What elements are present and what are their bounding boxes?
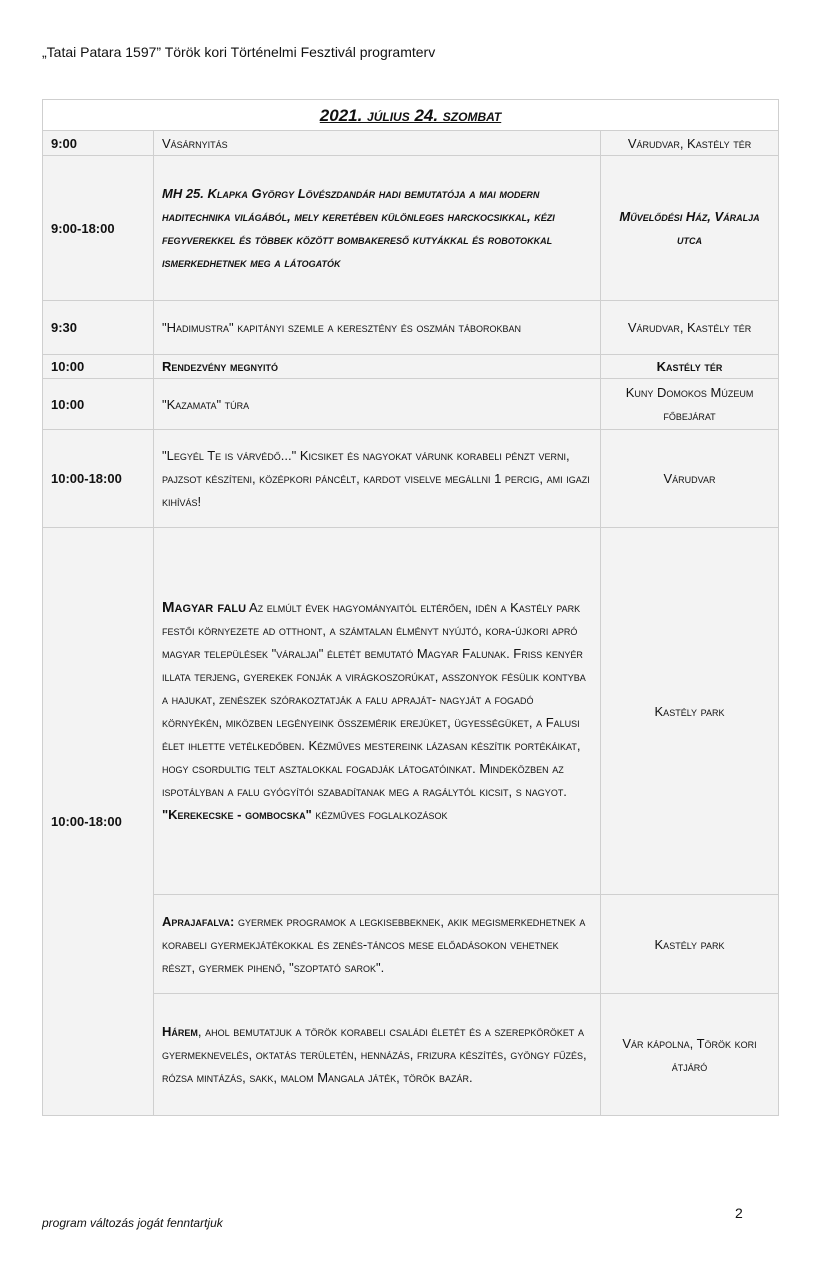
location-cell: Kastély tér — [601, 355, 779, 379]
magyar-falu-highlight: "Kerekecske - gombocska" — [162, 807, 312, 822]
time-cell: 9:00-18:00 — [43, 156, 154, 301]
description-cell-aprajafalva — [154, 895, 601, 994]
description-cell: Vásárnyitás — [154, 131, 601, 156]
description-cell: "Legyél Te is várvédő..." Kicsiket és nagyokat várunk korabeli pénzt verni, pajzsot készíteni, középkori páncélt, kardot viselve megállni 1 percig, ami igazi kihívás! — [154, 430, 601, 528]
magyar-falu-title: Magyar falu — [162, 599, 247, 616]
magyar-falu-text-end: kézműves foglalkozások — [311, 807, 448, 822]
description-cell: "Kazamata" túra — [154, 379, 601, 430]
time-cell: 9:00 — [43, 131, 154, 156]
day-title: 2021. július 24. szombat — [43, 100, 779, 131]
location-cell: Várudvar — [601, 430, 779, 528]
table-row — [43, 301, 779, 355]
time-cell: 10:00-18:00 — [43, 528, 154, 1116]
location-cell: Várudvar, Kastély tér — [601, 131, 779, 156]
table-row — [43, 379, 779, 430]
magyar-falu-text: Az elmúlt évek hagyományaitól eltérően, idén a Kastély park festői környezete ad otthont, a számtalan élményt nyújtó, kora-újkori apró magyar települések "váraljai" életét bemutató Magyar Falunak. Friss kenyér illata terjeng, gyerekek fonják a virágkoszorúkat, asszonyok fésülik kontyba a hajukat, zenészek szórakoztatják a falu apraját- nagyját a fogadó környékén, miközben legényeink összemérik erejüket, ügyességüket, a Falusi élet ihlette vetélkedőben. Kézműves mestereink lázasan készítik portékáikat, hogy csordultig telt asztalokkal fogadják látogatóinkat. Mindeközben az ispotályban a falu gyógyítói szabadítanak meg a ragálytól kicsit, s nagyot. — [162, 600, 586, 799]
time-cell: 10:00 — [43, 379, 154, 430]
harem-text: , ahol bemutatjuk a török korabeli családi életét és a szerepköröket a gyermeknevelés, oktatás területén, hennázás, frizura készítés, gyöngy fűzés, rózsa mintázás, sakk, malom Mangala játék, török bazár. — [162, 1024, 587, 1085]
location-cell: Kuny Domokos Múzeum főbejárat — [601, 379, 779, 430]
table-row — [43, 994, 779, 1116]
table-row-title — [43, 100, 779, 131]
description-cell: MH 25. Klapka György Lövészdandár hadi bemutatója a mai modern haditechnika világából, mely keretében különleges harckocsikkal, kézi fegyverekkel és többek között bombakereső kutyákkal és robotokkal ismerkedhetnek meg a látogatók — [154, 156, 601, 301]
table-row — [43, 430, 779, 528]
location-cell: Vár kápolna, Török kori átjáró — [601, 994, 779, 1116]
location-cell: Művelődési Ház, Váralja utca — [601, 156, 779, 301]
description-cell-magyar-falu — [154, 528, 601, 895]
location-cell: Kastély park — [601, 528, 779, 895]
time-cell: 10:00 — [43, 355, 154, 379]
table-row — [43, 895, 779, 994]
time-cell: 9:30 — [43, 301, 154, 355]
description-cell: Rendezvény megnyitó — [154, 355, 601, 379]
table-row — [43, 355, 779, 379]
page-number: 2 — [735, 1205, 743, 1221]
program-table — [42, 99, 779, 1116]
location-cell: Várudvar, Kastély tér — [601, 301, 779, 355]
aprajafalva-title: Aprajafalva: — [162, 913, 235, 929]
time-cell: 10:00-18:00 — [43, 430, 154, 528]
table-row — [43, 528, 779, 895]
footer-note: program változás jogát fenntartjuk — [42, 1216, 223, 1230]
aprajafalva-text: gyermek programok a legkisebbeknek, akik megismerkedhetnek a korabeli gyermekjátékokkal és zenés-táncos mese előadásokon vehetnek részt, gyermek pihenő, "szoptató sarok". — [162, 913, 586, 975]
document-header: „Tatai Patara 1597” Török kori Történelmi Fesztivál programterv — [42, 44, 436, 60]
table-row — [43, 156, 779, 301]
harem-title: Hárem — [162, 1024, 198, 1039]
description-cell: "Hadimustra" kapitányi szemle a keresztény és oszmán táborokban — [154, 301, 601, 355]
location-cell: Kastély park — [601, 895, 779, 994]
table-row — [43, 131, 779, 156]
description-cell-harem — [154, 994, 601, 1116]
